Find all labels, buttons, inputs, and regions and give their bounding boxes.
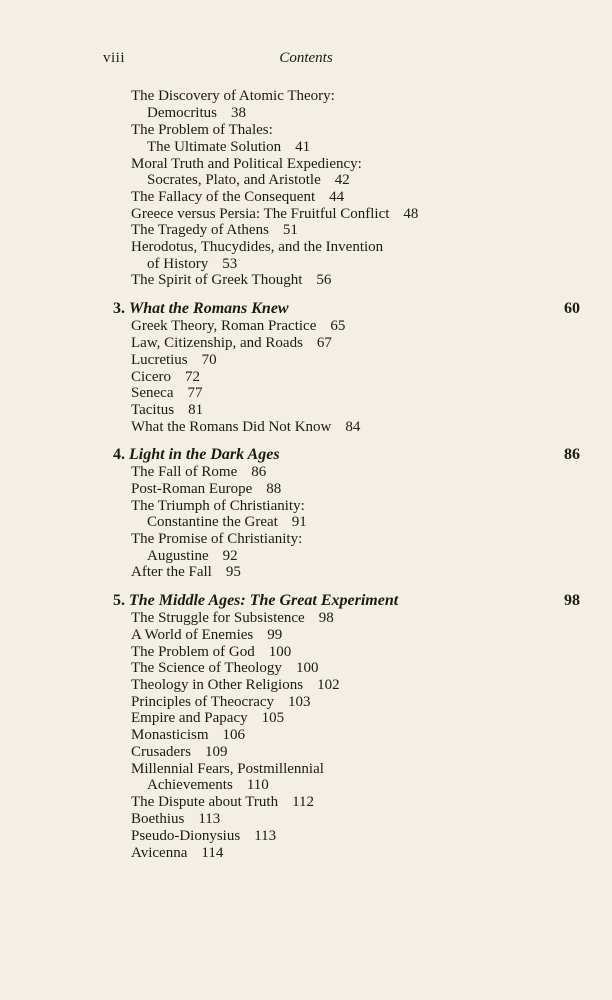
- chapter-title: The Middle Ages: The Great Experiment: [129, 592, 399, 609]
- toc-page-number: 92: [222, 548, 238, 564]
- toc-page-number: 113: [254, 828, 277, 844]
- toc-entry: Moral Truth and Political Expediency:: [131, 156, 362, 172]
- toc-entry: The Dispute about Truth 112: [131, 794, 315, 810]
- toc-entry: Empire and Papacy 105: [131, 710, 285, 726]
- toc-page-number: 98: [318, 610, 334, 626]
- toc-page-number: 41: [295, 139, 311, 155]
- toc-page-number: 114: [201, 845, 224, 861]
- toc-entry: Post-Roman Europe 88: [131, 481, 282, 497]
- toc-entry: Boethius 113: [131, 811, 221, 827]
- toc-page-number: 72: [184, 369, 200, 385]
- toc-page-number: 100: [295, 660, 319, 676]
- toc-entry: Achievements 110: [147, 777, 269, 793]
- toc-entry: After the Fall 95: [131, 564, 241, 580]
- chapter-heading: [113, 446, 580, 464]
- chapter-heading: [113, 300, 580, 318]
- toc-page-number: 70: [201, 352, 217, 368]
- toc-entry: The Fall of Rome 86: [131, 464, 267, 480]
- toc-entry: Greek Theory, Roman Practice 65: [131, 318, 346, 334]
- toc-page-number: 42: [334, 172, 350, 188]
- toc-page-number: 100: [268, 644, 292, 660]
- toc-page-number: 84: [345, 419, 361, 435]
- toc-entry: What the Romans Did Not Know 84: [131, 419, 361, 435]
- toc-page-number: 38: [230, 105, 246, 121]
- toc-page-number: 106: [222, 727, 245, 743]
- toc-page-number: 81: [188, 402, 204, 418]
- chapter-number: 3.: [113, 300, 125, 317]
- toc-page-number: 112: [292, 794, 315, 810]
- toc-entry: The Spirit of Greek Thought 56: [131, 272, 332, 288]
- toc-page-number: 95: [225, 564, 241, 580]
- page-number: viii: [103, 50, 126, 66]
- toc-entry: The Problem of Thales:: [131, 122, 273, 138]
- toc-page-number: 105: [261, 710, 285, 726]
- toc-entry: Socrates, Plato, and Aristotle 42: [147, 172, 350, 188]
- chapter-page-number: 98: [564, 592, 580, 609]
- chapter-page-number: 60: [564, 300, 580, 317]
- toc-entry: Crusaders 109: [131, 744, 228, 760]
- toc-page-number: 91: [291, 514, 307, 530]
- toc-entry: Principles of Theocracy 103: [131, 694, 311, 710]
- toc-entry: Greece versus Persia: The Fruitful Conflict 48: [131, 206, 419, 222]
- toc-entry: A World of Enemies 99: [131, 627, 283, 643]
- toc-entry: Pseudo-Dionysius 113: [131, 828, 277, 844]
- toc-entry: Herodotus, Thucydides, and the Invention: [131, 239, 384, 255]
- toc-entry: of History 53: [147, 256, 238, 272]
- toc-page-number: 109: [205, 744, 228, 760]
- toc-entry: Augustine 92: [147, 548, 238, 564]
- toc-entry: The Fallacy of the Consequent 44: [131, 189, 345, 205]
- toc-page-number: 110: [246, 777, 269, 793]
- toc-page-number: 44: [329, 189, 345, 205]
- toc-entry: The Science of Theology 100: [131, 660, 319, 676]
- chapter-title: Light in the Dark Ages: [129, 446, 280, 463]
- toc-entry: Tacitus 81: [131, 402, 204, 418]
- chapter-heading: [113, 592, 580, 610]
- toc-entry: The Promise of Christianity:: [131, 531, 303, 547]
- toc-page-number: 86: [251, 464, 267, 480]
- toc-entry: The Triumph of Christianity:: [131, 498, 305, 514]
- chapter-number: 5.: [113, 592, 125, 609]
- toc-page-number: 53: [222, 256, 238, 272]
- toc-entry: The Struggle for Subsistence 98: [131, 610, 334, 626]
- toc-page-number: 48: [403, 206, 419, 222]
- toc-page-number: 65: [330, 318, 346, 334]
- toc-entry: Seneca 77: [131, 385, 203, 401]
- toc-entry: Theology in Other Religions 102: [131, 677, 340, 693]
- toc-entry: Avicenna 114: [131, 845, 224, 861]
- toc-page-number: 56: [316, 272, 332, 288]
- toc-page-number: 77: [187, 385, 203, 401]
- toc-entry: Democritus 38: [147, 105, 246, 121]
- chapter-page-number: 86: [564, 446, 580, 463]
- toc-entry: The Problem of God 100: [131, 644, 292, 660]
- toc-page-number: 67: [316, 335, 332, 351]
- toc-entry: The Ultimate Solution 41: [147, 139, 311, 155]
- toc-entry: Monasticism 106: [131, 727, 245, 743]
- toc-page-number: 88: [266, 481, 282, 497]
- toc-page-number: 113: [198, 811, 221, 827]
- chapter-title: What the Romans Knew: [129, 300, 289, 317]
- toc-page-number: 51: [282, 222, 298, 238]
- running-head-title: Contents: [279, 50, 333, 66]
- toc-page-number: 102: [317, 677, 340, 693]
- toc-entry: Law, Citizenship, and Roads 67: [131, 335, 332, 351]
- toc-entry: Constantine the Great 91: [147, 514, 307, 530]
- toc-entry: The Discovery of Atomic Theory:: [131, 88, 335, 104]
- toc-page-number: 99: [267, 627, 283, 643]
- toc-entry: Millennial Fears, Postmillennial: [131, 761, 324, 777]
- toc-entry: The Tragedy of Athens 51: [131, 222, 298, 238]
- toc-page-number: 103: [288, 694, 311, 710]
- toc-entry: Lucretius 70: [131, 352, 217, 368]
- chapter-number: 4.: [113, 446, 125, 463]
- toc-entry: Cicero 72: [131, 369, 200, 385]
